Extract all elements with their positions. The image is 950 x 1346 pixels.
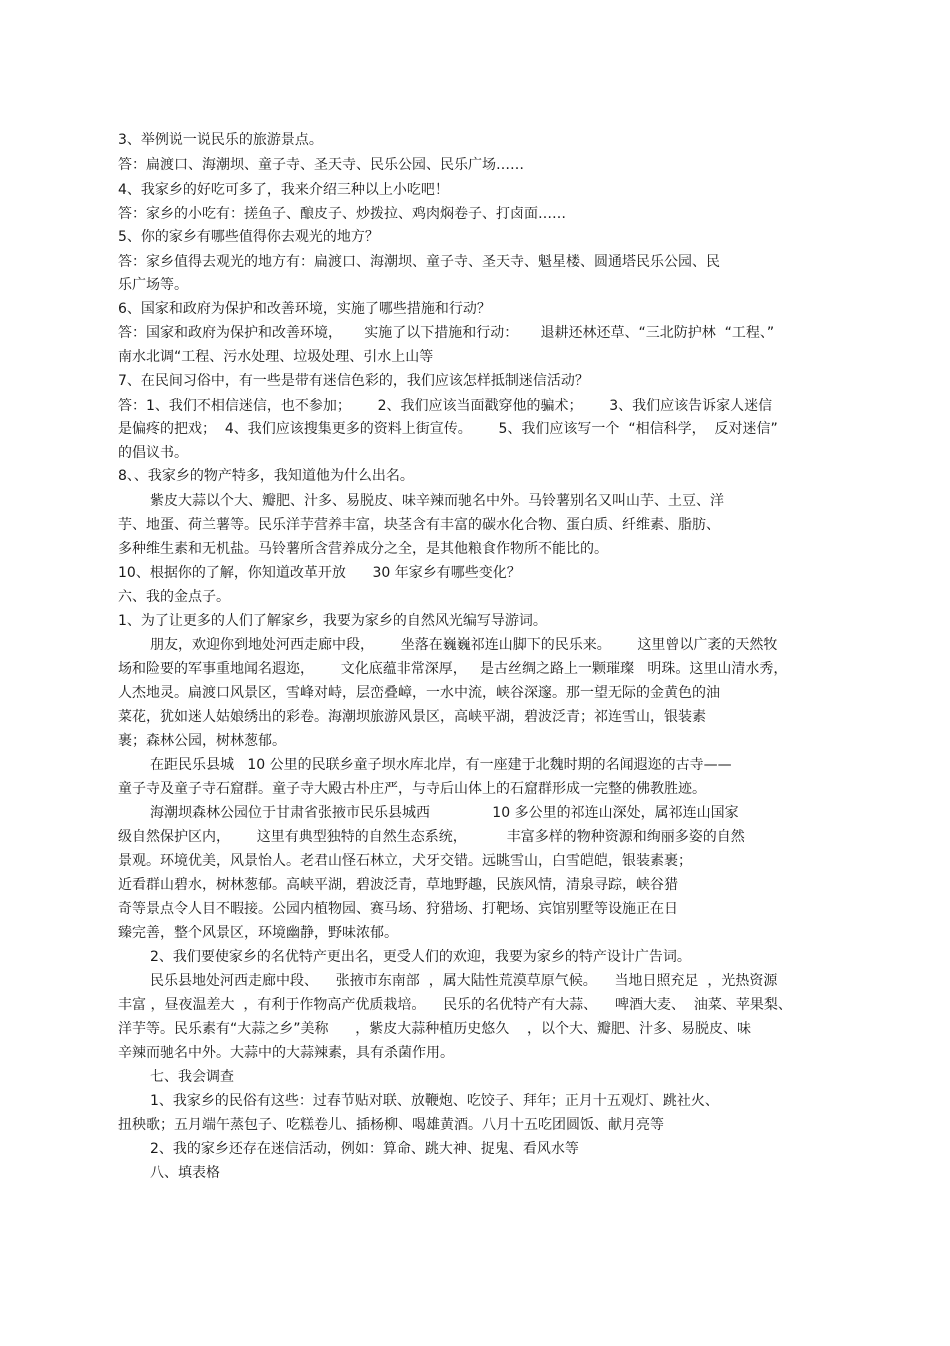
ad-line-3: 洋芋等。民乐素有“大蒜之乡”美称 ，紫皮大蒜种植历史悠久 ，以个大、瓣肥、汁多、易脱皮、味 <box>118 1021 752 1037</box>
question-7: 7、在民间习俗中，有一些是带有迷信色彩的，我们应该怎样抵制迷信活动？ <box>118 373 589 389</box>
section-6-heading: 六、我的金点子。 <box>118 589 230 605</box>
question-6: 6、国家和政府为保护和改善环境，实施了哪些措施和行动？ <box>118 301 491 317</box>
section-6-item-2: 2、我们要使家乡的名优特产更出名，更受人们的欢迎，我要为家乡的特产设计广告词。 <box>150 949 691 965</box>
answer-7-line-3: 的倡议书。 <box>118 445 188 461</box>
question-10: 10、根据你的了解，你知道改革开放 30 年家乡有哪些变化？ <box>118 565 521 581</box>
answer-8-line-2: 芋、地蛋、荷兰薯等。民乐洋芋营养丰富，块茎含有丰富的碳水化合物、蛋白质、纤维素、脂肪、 <box>118 517 720 533</box>
guide-line-10: 景观。环境优美，风景怡人。老君山怪石林立，犬牙交错。远眺雪山，白雪皑皑，银装素裹； <box>118 853 692 869</box>
guide-line-9: 级自然保护区内， 这里有典型独特的自然生态系统， 丰富多样的物种资源和绚丽多姿的自然 <box>118 829 745 845</box>
answer-6-line-2: 南水北调“工程、污水处理、垃圾处理、引水上山等 <box>118 349 434 365</box>
section-7-heading: 七、我会调查 <box>150 1069 234 1085</box>
section-6-item-1: 1、为了让更多的人们了解家乡，我要为家乡的自然风光编写导游词。 <box>118 613 547 629</box>
survey-line-1: 1、我家乡的民俗有这些：过春节贴对联、放鞭炮、吃饺子、拜年；正月十五观灯、跳社火、 <box>150 1093 719 1109</box>
question-5: 5、你的家乡有哪些值得你去观光的地方？ <box>118 229 379 245</box>
answer-6-line-1: 答：国家和政府为保护和改善环境， 实施了以下措施和行动： 退耕还林还草、“三北防护林 “工程、” <box>118 325 775 341</box>
guide-line-2: 场和险要的军事重地闻名遐迩， 文化底蕴非常深厚， 是古丝绸之路上一颗璀璨 明珠。这里山清水秀， <box>118 661 788 677</box>
answer-8-line-3: 多种维生素和无机盐。马铃薯所含营养成分之全，是其他粮食作物所不能比的。 <box>118 541 608 557</box>
answer-7-line-1: 答：1、我们不相信迷信，也不参加； 2、我们应该当面戳穿他的骗术； 3、我们应该告诉家人迷信 <box>118 398 773 414</box>
answer-3: 答：扁渡口、海潮坝、童子寺、圣天寺、民乐公园、民乐广场…… <box>118 157 524 173</box>
ad-line-2: 丰富 ，昼夜温差大 ，有利于作物高产优质栽培。 民乐的名优特产有大蒜、 啤酒大麦、 油菜、苹果梨、 <box>118 997 792 1013</box>
guide-line-5: 裹；森林公园，树林葱郁。 <box>118 733 286 749</box>
guide-line-4: 菜花，犹如迷人姑娘绣出的彩卷。海潮坝旅游风景区，高峡平湖，碧波泛青；祁连雪山，银装素 <box>118 709 706 725</box>
answer-5-line-2: 乐广场等。 <box>118 277 188 293</box>
survey-line-3: 2、我的家乡还存在迷信活动，例如：算命、跳大神、捉鬼、看风水等 <box>150 1141 579 1157</box>
guide-line-8: 海潮坝森林公园位于甘肃省张掖市民乐县城西 10 多公里的祁连山深处，属祁连山国家 <box>150 805 739 821</box>
guide-line-11: 近看群山碧水，树林葱郁。高峡平湖，碧波泛青，草地野趣，民族风情，清泉寻踪，峡谷猎 <box>118 877 678 893</box>
section-8-heading: 八、填表格 <box>150 1165 220 1181</box>
question-3: 3、举例说一说民乐的旅游景点。 <box>118 132 323 148</box>
answer-5-line-1: 答：家乡值得去观光的地方有：扁渡口、海潮坝、童子寺、圣天寺、魁星楼、圆通塔民乐公园、民 <box>118 254 720 270</box>
guide-line-1: 朋友，欢迎你到地处河西走廊中段， 坐落在巍巍祁连山脚下的民乐来。 这里曾以广袤的天然牧 <box>150 637 778 653</box>
guide-line-7: 童子寺及童子寺石窟群。童子寺大殿古朴庄严，与寺后山体上的石窟群形成一完整的佛教胜迹。 <box>118 781 706 797</box>
answer-7-line-2: 是偏疼的把戏； 4、我们应该搜集更多的资料上街宣传。 5、我们应该写一个 “相信科学， 反对迷信” <box>118 421 778 437</box>
answer-4: 答：家乡的小吃有：搓鱼子、酿皮子、炒拨拉、鸡肉焖卷子、打卤面…… <box>118 206 566 222</box>
guide-line-13: 臻完善，整个风景区，环境幽静，野味浓郁。 <box>118 925 398 941</box>
survey-line-2: 扭秧歌；五月端午蒸包子、吃糕卷儿、插杨柳、喝雄黄酒。八月十五吃团圆饭、献月亮等 <box>118 1117 664 1133</box>
guide-line-12: 奇等景点令人目不暇接。公园内植物园、赛马场、狩猎场、打靶场、宾馆别墅等设施正在日 <box>118 901 678 917</box>
question-8: 8、、我家乡的物产特多，我知道他为什么出名。 <box>118 468 414 484</box>
guide-line-6: 在距民乐县城 10 公里的民联乡童子坝水库北岸，有一座建于北魏时期的名闻遐迩的古寺—— <box>150 757 732 773</box>
ad-line-4: 辛辣而驰名中外。大蒜中的大蒜辣素，具有杀菌作用。 <box>118 1045 454 1061</box>
answer-8-line-1: 紫皮大蒜以个大、瓣肥、汁多、易脱皮、味辛辣而驰名中外。马铃薯别名又叫山芋、土豆、洋 <box>150 493 724 509</box>
ad-line-1: 民乐县地处河西走廊中段、 张掖市东南部 ，属大陆性荒漠草原气候。 当地日照充足 ，光热资源 <box>150 973 778 989</box>
guide-line-3: 人杰地灵。扁渡口风景区，雪峰对峙，层峦叠嶂，一水中流，峡谷深邃。那一望无际的金黄色的油 <box>118 685 720 701</box>
question-4: 4、我家乡的好吃可多了，我来介绍三种以上小吃吧！ <box>118 182 449 198</box>
